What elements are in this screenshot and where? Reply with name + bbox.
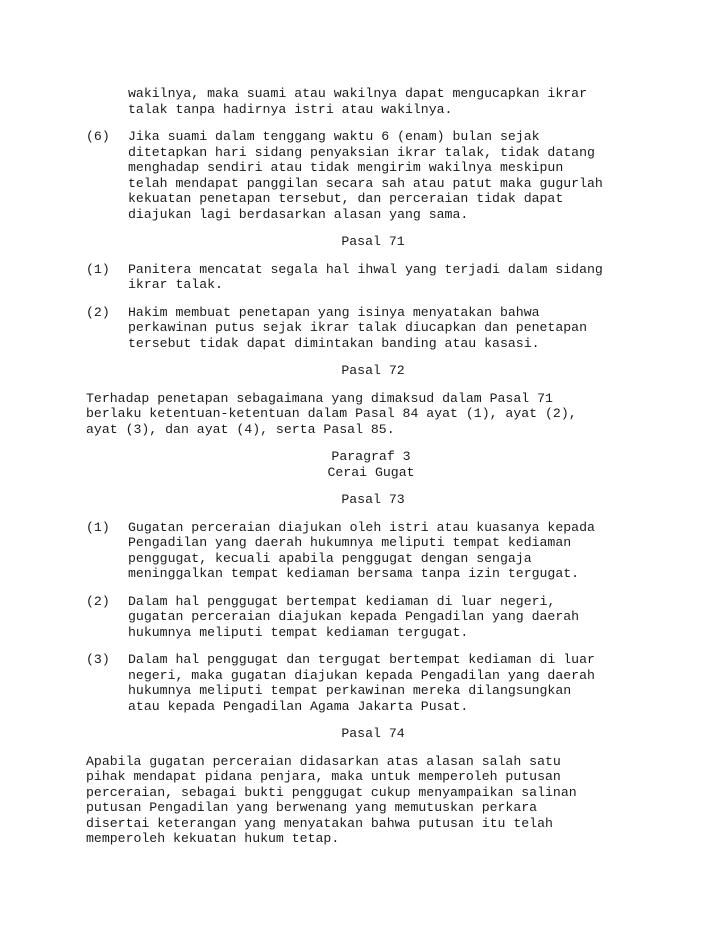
- text-line: diajukan lagi berdasarkan alasan yang sama.: [128, 206, 469, 222]
- text-line: tersebut tidak dapat dimintakan banding atau kasasi.: [128, 335, 540, 351]
- text-line: telah mendapat panggilan secara sah atau patut maka gugurlah: [128, 175, 603, 191]
- text-line: negeri, maka gugatan diajukan kepada Pengadilan yang daerah: [128, 667, 595, 683]
- text-line: disertai keterangan yang menyatakan bahwa putusan itu telah: [86, 815, 553, 831]
- item-number: (1): [86, 261, 110, 277]
- text-line: Dalam hal penggugat dan tergugat bertempat kediaman di luar: [128, 652, 595, 667]
- pasal-71-heading: Pasal 71: [341, 234, 405, 249]
- text-line: talak tanpa hadirnya istri atau wakilnya.: [128, 101, 453, 117]
- paragraf-subheading: Cerai Gugat: [327, 464, 415, 480]
- text-line: Gugatan perceraian diajukan oleh istri atau kuasanya kepada: [128, 519, 595, 535]
- paragraph: [86, 391, 656, 438]
- text-line: hukumnya meliputi tempat perkawinan mereka dilangsungkan: [128, 683, 572, 698]
- list-item: [86, 305, 656, 352]
- text-line: penggugat, kecuali apabila penggugat dengan sengaja: [128, 550, 532, 566]
- text-line: Apabila gugatan perceraian didasarkan atas alasan salah satu: [86, 753, 561, 769]
- text-line: wakilnya, maka suami atau wakilnya dapat mengucapkan ikrar: [128, 86, 587, 101]
- item-number: (6): [86, 129, 110, 144]
- text-line: kekuatan penetapan tersebut, dan perceraian tidak dapat: [128, 191, 564, 206]
- item-number: (2): [86, 593, 110, 609]
- text-line: Pengadilan yang daerah hukumnya meliputi tempat kediaman: [128, 535, 572, 550]
- text-line: pihak mendapat pidana penjara, maka untuk memperoleh putusan: [86, 769, 561, 784]
- text-line: Terhadap penetapan sebagaimana yang dimaksud dalam Pasal 71: [86, 390, 553, 406]
- text-line: Jika suami dalam tenggang waktu 6 (enam) bulan sejak: [128, 129, 540, 144]
- item-number: (2): [86, 304, 110, 320]
- paragraph: [86, 754, 656, 847]
- text-line: memperoleh kekuatan hukum tetap.: [86, 831, 340, 846]
- text-line: ayat (3), dan ayat (4), serta Pasal 85.: [86, 421, 395, 437]
- text-line: Dalam hal penggugat bertempat kediaman di luar negeri,: [128, 593, 556, 609]
- pasal-73-heading: Pasal 73: [341, 492, 405, 507]
- text-line: Hakim membuat penetapan yang isinya menyatakan bahwa: [128, 304, 540, 320]
- list-item: [86, 520, 656, 582]
- text-line: putusan Pengadilan yang berwenang yang memutuskan perkara: [86, 800, 538, 815]
- text-line: ikrar talak.: [128, 277, 223, 292]
- text-line: perceraian, sebagai bukti penggugat cukup menyampaikan salinan: [86, 784, 577, 800]
- pasal-74-heading: Pasal 74: [341, 726, 405, 741]
- text-line: perkawinan putus sejak ikrar talak diucapkan dan penetapan: [128, 320, 587, 335]
- text-line: hukumnya meliputi tempat kediaman tergugat.: [128, 624, 469, 640]
- pasal-72-heading: Pasal 72: [341, 363, 405, 378]
- item-number: (1): [86, 519, 110, 535]
- text-line: ditetapkan hari sidang penyaksian ikrar talak, tidak datang: [128, 144, 595, 160]
- text-line: menghadap sendiri atau tidak mengirim wakilnya meskipun: [128, 160, 564, 175]
- text-line: gugatan perceraian diajukan kepada Pengadilan yang daerah: [128, 609, 580, 624]
- list-item: [86, 594, 656, 641]
- text-line: Panitera mencatat segala hal ihwal yang terjadi dalam sidang: [128, 261, 603, 277]
- text-line: berlaku ketentuan-ketentuan dalam Pasal 84 ayat (1), ayat (2),: [86, 406, 577, 421]
- list-item: [86, 129, 656, 222]
- paragraf-heading: Paragraf 3: [331, 449, 411, 464]
- document-body: [86, 86, 656, 847]
- text-line: atau kepada Pengadilan Agama Jakarta Pusat.: [128, 698, 469, 714]
- item-number: (3): [86, 652, 110, 667]
- list-item: [86, 262, 656, 293]
- text-line: meninggalkan tempat kediaman bersama tanpa izin tergugat.: [128, 566, 580, 581]
- continuation-text: [86, 86, 656, 117]
- list-item: [86, 652, 656, 714]
